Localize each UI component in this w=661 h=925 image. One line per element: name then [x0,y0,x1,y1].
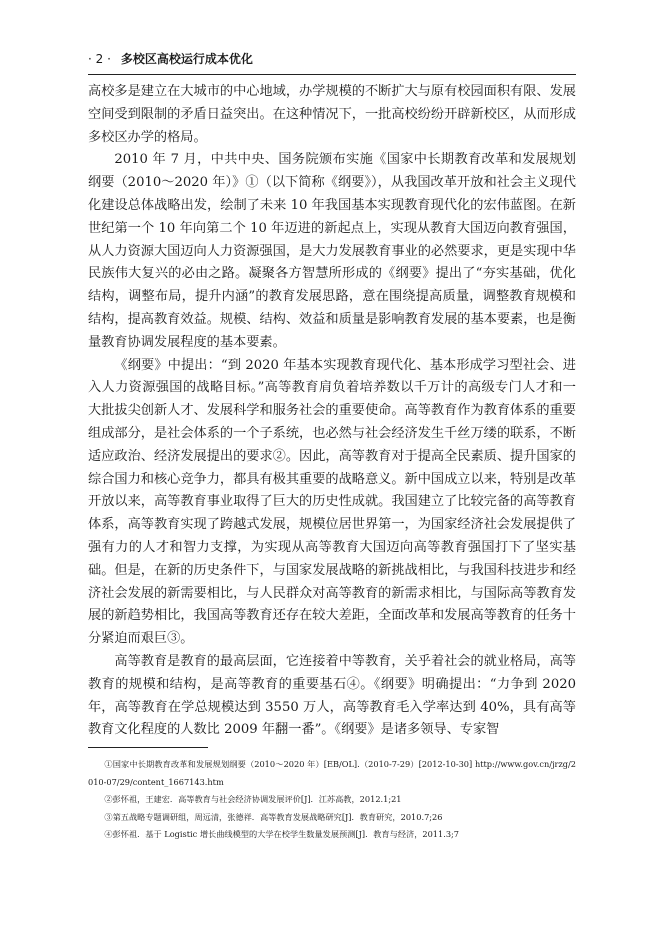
page-number: · 2 · [88,52,111,66]
body-paragraph: 2010 年 7 月，中共中央、国务院颁布实施《国家中长期教育改革和发展规划纲要（2010～2020 年）》①（以下简称《纲要》），从我国改革开放和社会主义现代化建设总体战略出发，绘制了未来 10 年我国基本实现教育现代化的宏伟蓝图。在新世纪第一个 10 年向第二个 10 年迈进的新起点上，实现从教育大国迈向教育强国，从人力资源大国迈向人力资源强国，是大力发展教育事业的必然要求，更是实现中华民族伟大复兴的必由之路。凝聚各方智慧所形成的《纲要》提出了“夯实基础，优化结构，调整布局，提升内涵”的教育发展思路，意在围绕提高质量，调整教育规模和结构，提高教育效益。规模、结构、效益和质量是影响教育发展的基本要素，也是衡量教育协调发展程度的基本要素。 [88,152,576,350]
footnote: ②彭怀祖，王建宏．高等教育与社会经济协调发展评价[J]．江苏高教，2012.1;21 [104,794,402,804]
running-header [88,50,576,72]
footnote: ①国家中长期教育改革和发展规划纲要（2010～2020 年）[EB/OL].（2010-7-29）[2012-10-30] http://www.gov.cn/jrzg/2010-07/29/content_1667143.htm [88,759,576,787]
page-content [88,50,576,742]
footnote: ④彭怀祖．基于 Logistic 增长曲线模型的大学在校学生数量发展预测[J]．教育与经济，2011.3;7 [104,829,459,839]
footnote-rule [88,747,208,748]
footnotes [88,756,576,844]
body-paragraph: 《纲要》中提出：“到 2020 年基本实现教育现代化、基本形成学习型社会、进入人力资源强国的战略目标。”高等教育肩负着培养数以千万计的高级专门人才和一大批拔尖创新人才、发展科学和服务社会的重要使命。高等教育作为教育体系的重要组成部分，是社会体系的一个子系统，也必然与社会经济发生千丝万缕的联系，不断适应政治、经济发展提出的要求②。因此，高等教育对于提高全民素质、提升国家的综合国力和核心竞争力，都具有极其重要的战略意义。新中国成立以来，特别是改革开放以来，高等教育事业取得了巨大的历史性成就。我国建立了比较完备的高等教育体系，高等教育实现了跨越式发展，规模位居世界第一，为国家经济社会发展提供了强有力的人才和智力支撑，为实现从高等教育大国迈向高等教育强国打下了坚实基础。但是，在新的历史条件下，与国家发展战略的新挑战相比，与我国科技进步和经济社会发展的新需要相比，与人民群众对高等教育的新需求相比，与国际高等教育发展的新趋势相比，我国高等教育还存在较大差距，全面改革和发展高等教育的任务十分紧迫而艰巨③。 [88,357,576,647]
running-title: 多校区高校运行成本优化 [120,52,253,66]
footnote: ③第五战略专题调研组，周远清，张德祥．高等教育发展战略研究[J]．教育研究，2010.7;26 [104,811,443,822]
body-paragraph: 高校多是建立在大城市的中心地域，办学规模的不断扩大与原有校园面积有限、发展空间受到限制的矛盾日益突出。在这种情况下，一批高校纷纷开辟新校区，从而形成多校区办学的格局。 [88,84,576,145]
header-rule [88,74,576,75]
body-paragraph: 高等教育是教育的最高层面，它连接着中等教育，关乎着社会的就业格局，高等教育的规模和结构，是高等教育的重要基石④。《纲要》明确提出：“力争到 2020 年，高等教育在学总规模达到 3550 万人，高等教育毛入学率达到 40%，具有高等教育文化程度的人数比 2009 年翻一番”。《纲要》是诸多领导、专家智 [88,653,576,738]
